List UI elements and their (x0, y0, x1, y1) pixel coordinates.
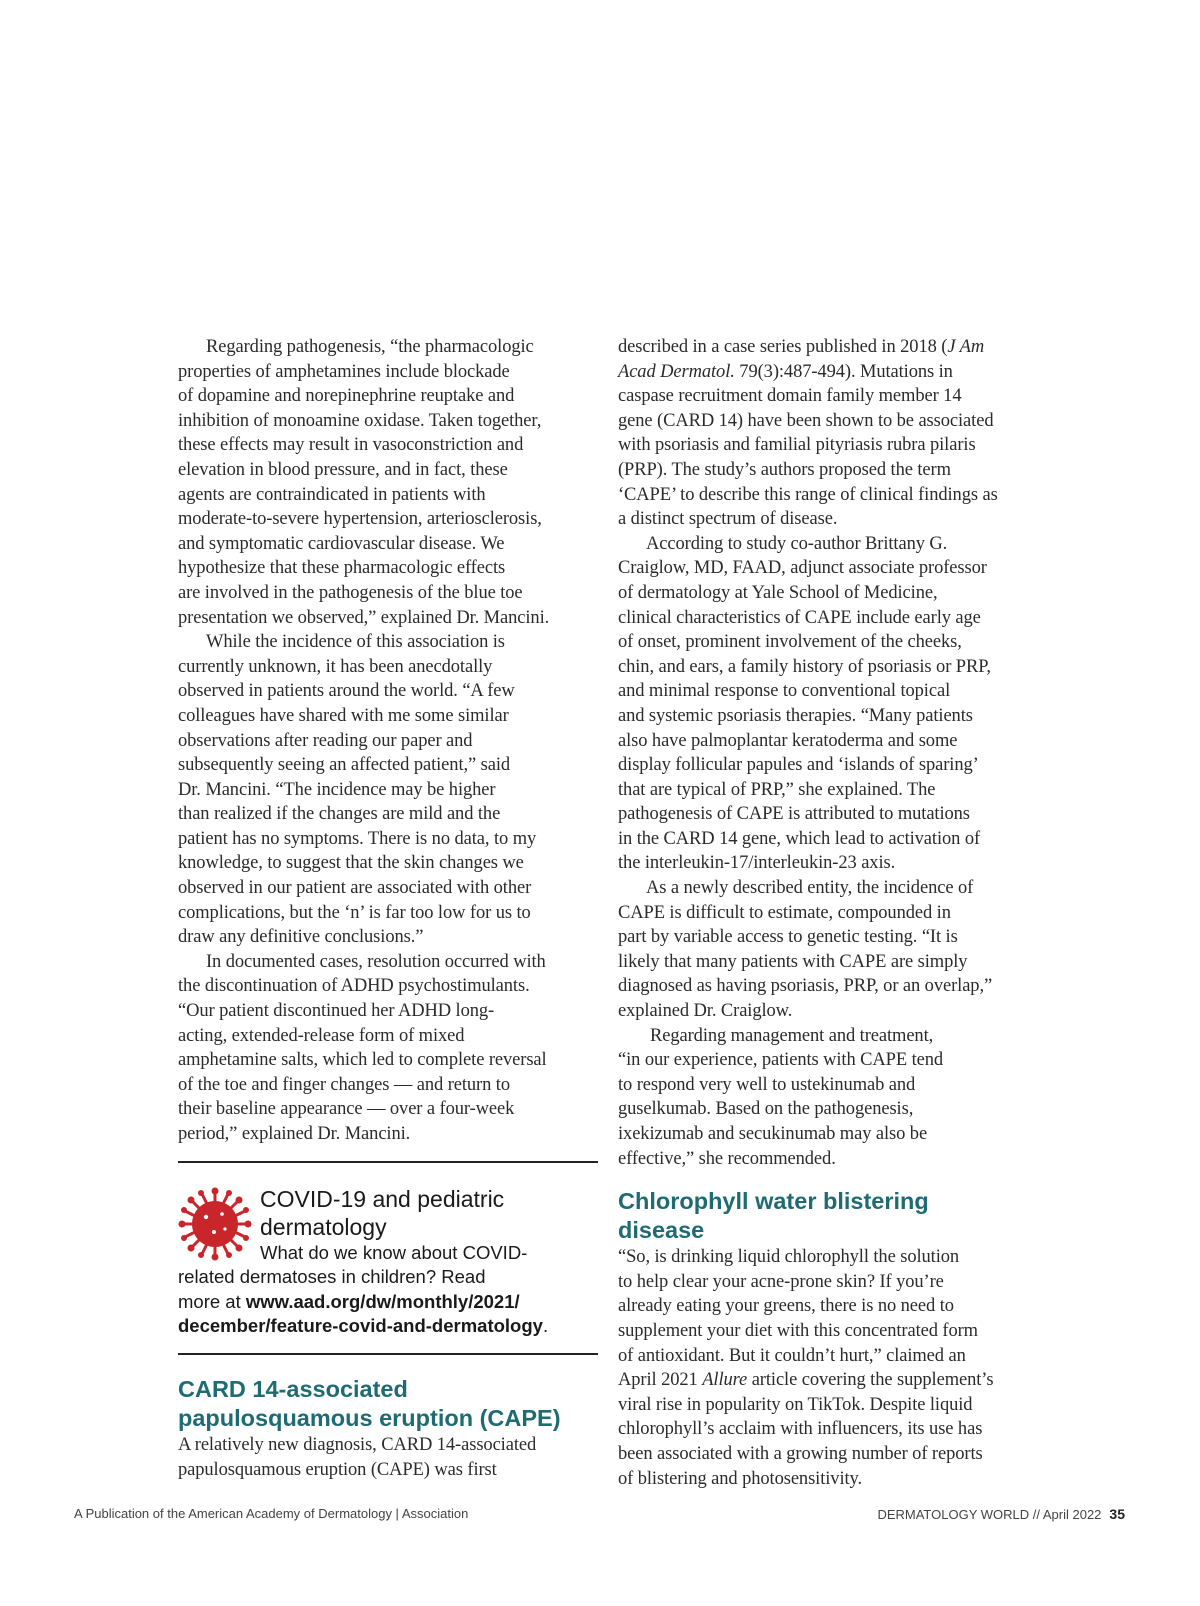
text-run: 79(3):487-494). Mutations in caspase recruitment domain family member 14 gene (CARD 14) have been shown to be associated with psoriasis and familial pityriasis rubra pilaris (PRP). The study’s authors proposed the term ‘CAPE’ to describe this range of clinical findings as a distinct spectrum of disease. (618, 361, 998, 530)
page-number: 35 (1109, 1506, 1125, 1522)
paragraph: According to study co-author Brittany G. Craiglow, MD, FAAD, adjunct associate professor of dermatology at Yale School of Medicine, clinical characteristics of CAPE include early age of onset, prominent involvement of the cheeks, chin, and ears, a family history of psoriasis or PRP, and minimal response to conventional topical and systemic psoriasis therapies. “Many patients also have palmoplantar keratoderma and some display follicular papules and ‘islands of sparing’ that are typical of PRP,” she explained. The pathogenesis of CAPE is attributed to mutations in the CARD 14 gene, which lead to activation of the interleukin-17/interleukin-23 axis. (618, 533, 991, 874)
coronavirus-icon (178, 1187, 252, 1261)
footer-issue (877, 1506, 1125, 1522)
paragraph: In documented cases, resolution occurred with the discontinuation of ADHD psychostimulants. “Our patient discontinued her ADHD long- acting, extended-release form of mixed amphetamine salts, which led to complete reversal of the toe and finger changes — and return to their baseline appearance — over a four-week period,” explained Dr. Mancini. (178, 951, 547, 1144)
magazine-name: Allure (702, 1370, 748, 1391)
divider (178, 1161, 598, 1163)
section-heading-cape: CARD 14-associated papulosquamous eruption (CAPE) (178, 1375, 561, 1431)
sidebar-lead: What do we know about COVID- (260, 1241, 528, 1263)
paragraph: Regarding pathogenesis, “the pharmacologic properties of amphetamines include blockade of dopamine and norepinephrine reuptake and inhibition of monoamine oxidase. Taken together, these effects may result in vasoconstriction and elevation in blood pressure, and in fact, these agents are contraindicated in patients with moderate-to-severe hypertension, arteriosclerosis, and symptomatic cardiovascular disease. We hypothesize that these pharmacologic effects are involved in the pathogenesis of the blue toe presentation we observed,” explained Dr. Mancini. (178, 337, 550, 628)
paragraph: While the incidence of this association is currently unknown, it has been anecdotally observed in patients around the world. “A few colleagues have shared with me some similar observations after reading our paper and subsequently seeing an affected patient,” said Dr. Mancini. “The incidence may be higher than realized if the changes are mild and the patient has no symptoms. There is no data, to my knowledge, to suggest that the skin changes we observed in our patient are associated with other complications, but the ‘n’ is far too low for us to draw any definitive conclusions.” (178, 632, 537, 948)
section-heading-chlorophyll: Chlorophyll water blistering disease (618, 1188, 929, 1244)
sidebar-period: . (542, 1315, 549, 1337)
sidebar-link[interactable]: www.aad.org/dw/monthly/2021/ december/feature-covid-and-dermatology (178, 1290, 543, 1337)
text-run: article covering the supplement’s viral rise in popularity on TikTok. Despite liquid chlorophyll’s acclaim with influencers, its use has been associated with a growing number of reports of blistering and photosensitivity. (618, 1370, 994, 1489)
paragraph: As a newly described entity, the incidence of CAPE is difficult to estimate, compounded in part by variable access to genetic testing. “It is likely that many patients with CAPE are simply diagnosed as having psoriasis, PRP, or an overlap,” explained Dr. Craiglow. (618, 878, 993, 1022)
paragraph: Regarding management and treatment, “in our experience, patients with CAPE tend to respond very well to ustekinumab and guselkumab. Based on the pathogenesis, ixekizumab and secukinumab may also be effective,” she recommended. (618, 1025, 944, 1169)
text-run: described in a case series published in 2018 ( (618, 337, 948, 357)
left-column (178, 335, 598, 1482)
footer-publication: A Publication of the American Academy of Dermatology | Association (74, 1506, 469, 1521)
text-run: “So, is drinking liquid chlorophyll the solution to help clear your acne-prone skin? If you’re already eating your greens, there is no need to supplement your diet with this concentrated form of antioxidant. But it couldn’t hurt,” claimed an April 2021 (618, 1247, 978, 1391)
paragraph (618, 335, 1040, 532)
paragraph (618, 1245, 1040, 1491)
right-column (618, 335, 1040, 1491)
citation-journal: J Am Acad Dermatol. (618, 337, 985, 382)
footer-magazine-date: DERMATOLOGY WORLD // April 2022 (877, 1507, 1102, 1522)
covid-sidebar (178, 1177, 598, 1339)
divider (178, 1353, 598, 1355)
sidebar-body: related dermatoses in children? Read more at (178, 1266, 486, 1312)
sidebar-title: COVID-19 and pediatric dermatology (260, 1185, 505, 1240)
paragraph: A relatively new diagnosis, CARD 14-associated papulosquamous eruption (CAPE) was first (178, 1434, 537, 1480)
